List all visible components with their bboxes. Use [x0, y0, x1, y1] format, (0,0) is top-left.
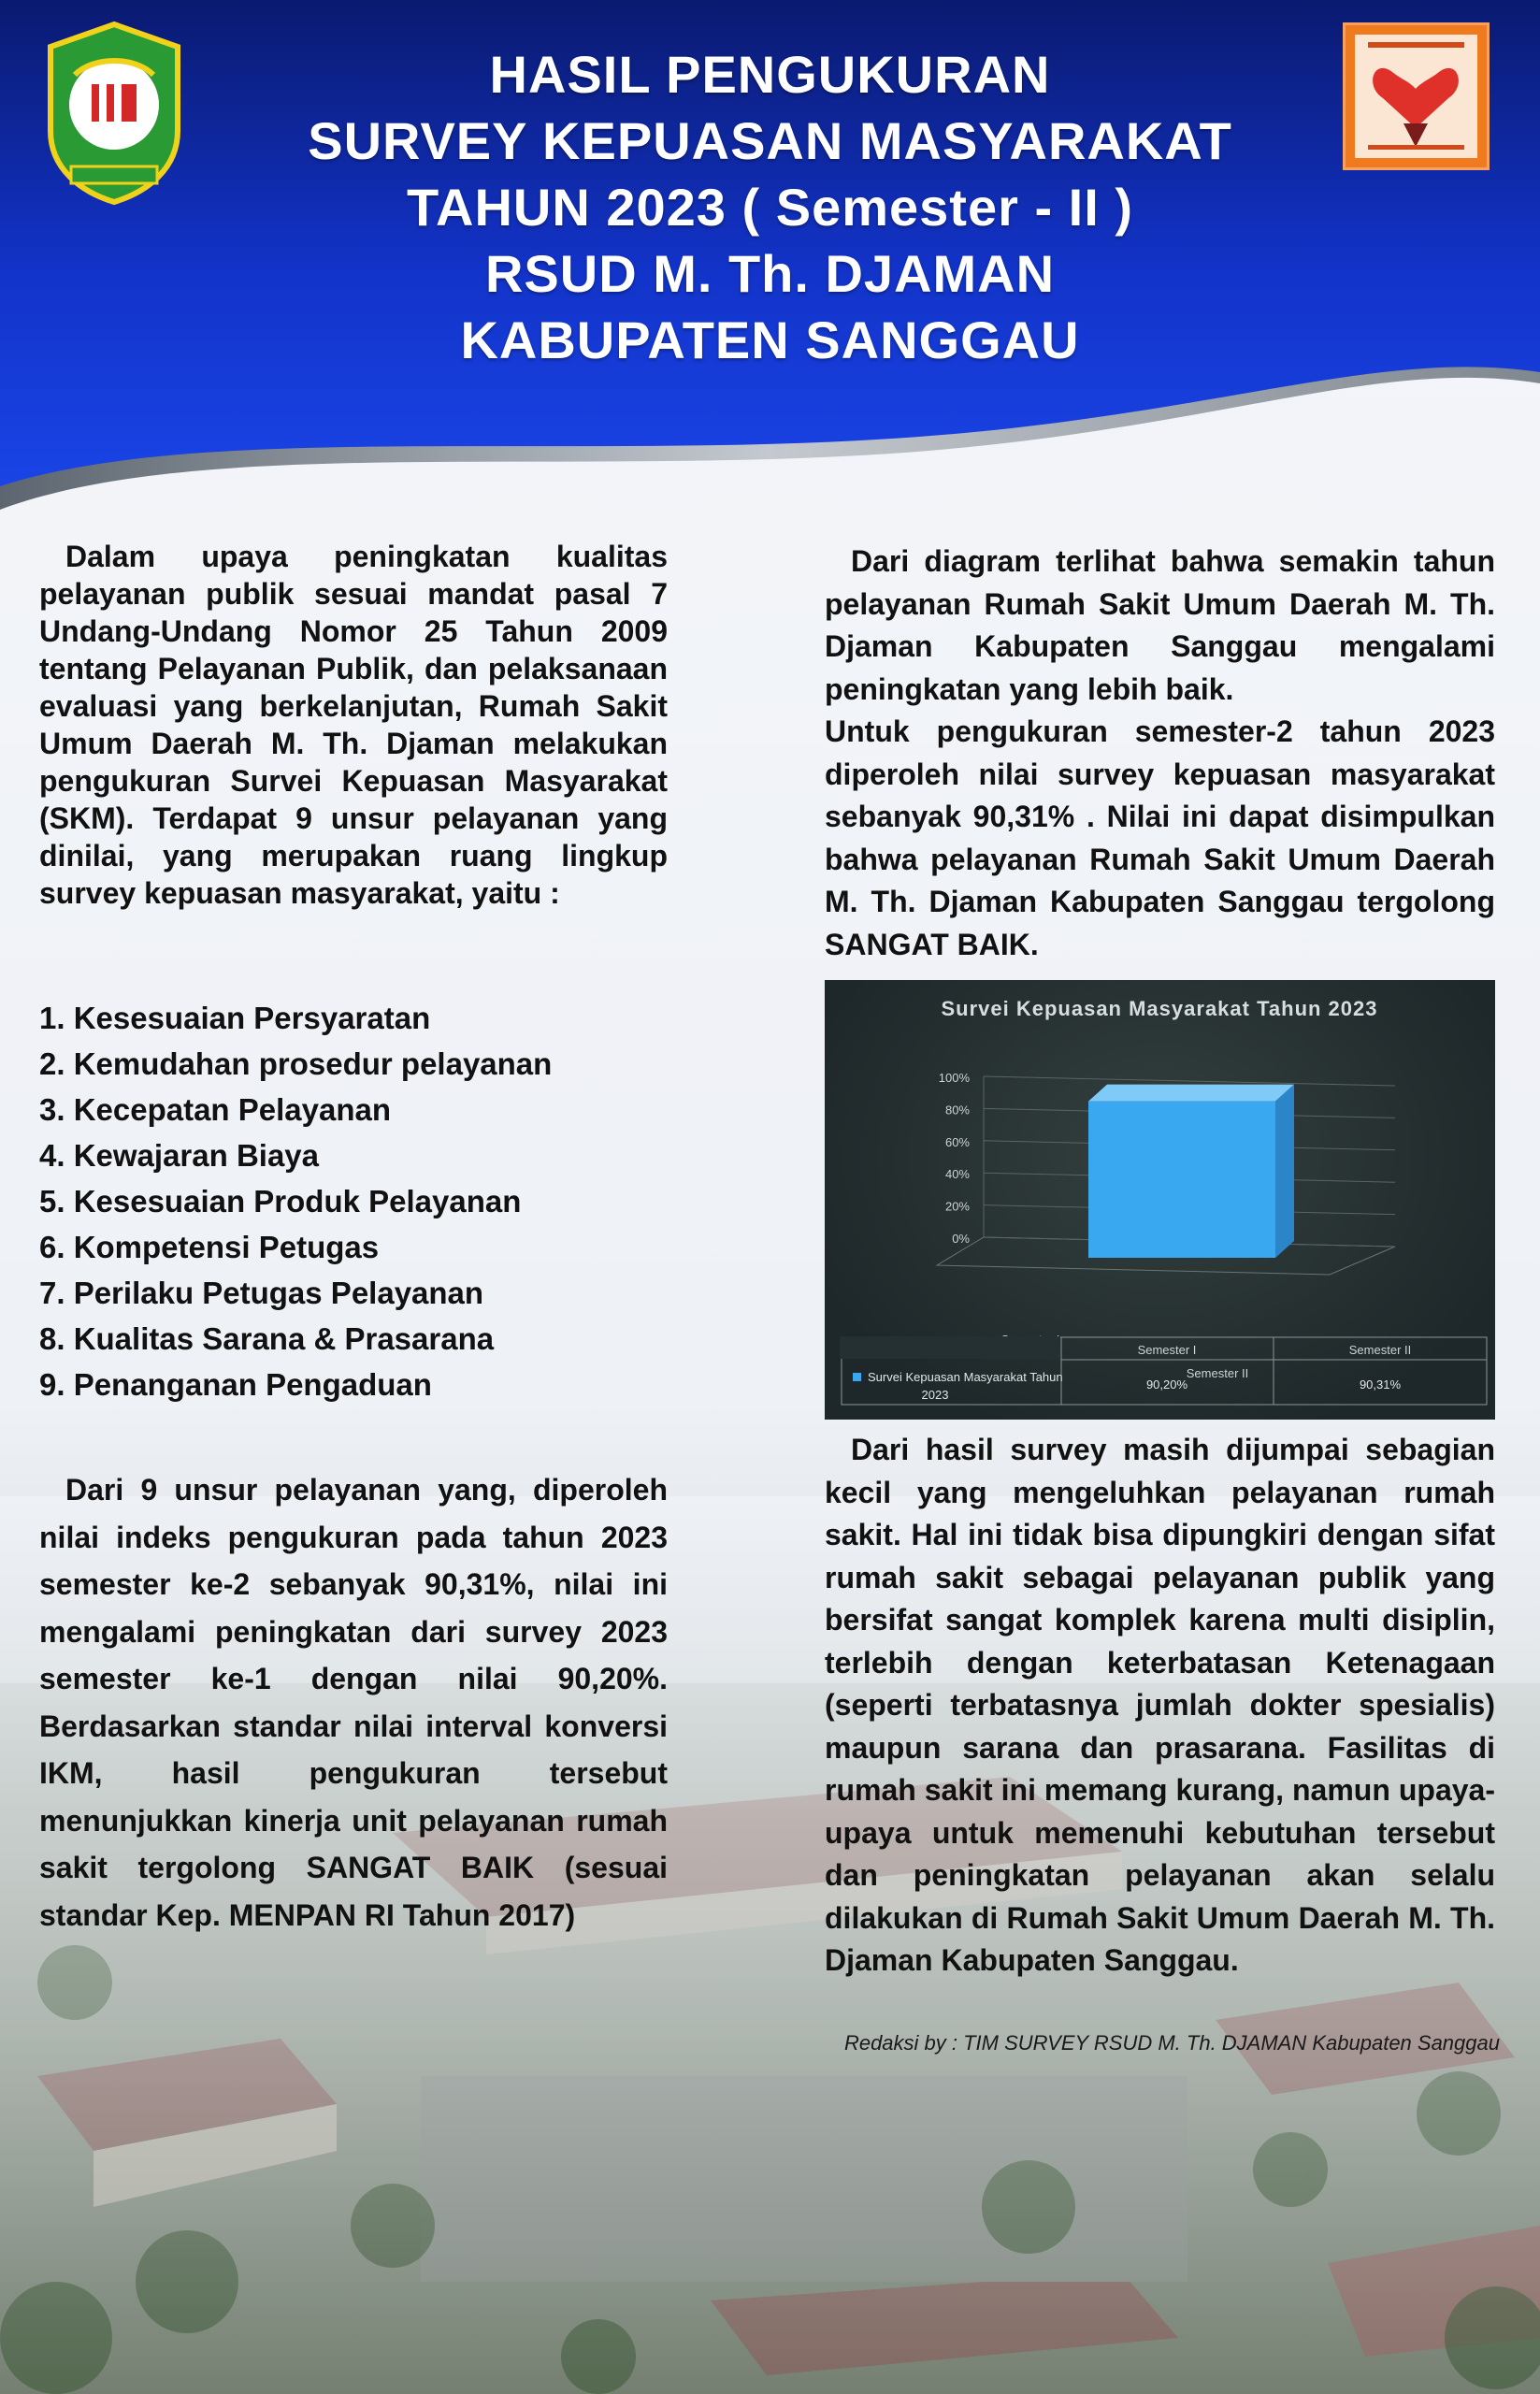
x-category-label: Semester II — [1186, 1366, 1249, 1380]
intro-paragraph-block — [39, 538, 668, 912]
list-item: 9. Penanganan Pengaduan — [39, 1367, 432, 1402]
intro-paragraph: Dalam upaya peningkatan kualitas pelayanan publik sesuai mandat pasal 7 Undang-Undang Nomor 25 Tahun 2009 tentang Pelayanan Publik, dan pelaksanaan evaluasi yang berkelanjutan, Rumah Sakit Umum Daerah M. Th. Djaman melakukan pengukuran Survei Kepuasan Masyarakat (SKM). Terdapat 9 unsur pelayanan yang dinilai, yang merupakan ruang lingkup survey kepuasan masyarakat, yaitu : — [39, 540, 668, 910]
list-item: 6. Kompetensi Petugas — [39, 1230, 380, 1264]
y-tick-label: 60% — [944, 1134, 970, 1149]
list-item: 1. Kesesuaian Persyaratan — [39, 1001, 431, 1035]
complaint-paragraph-block — [825, 1429, 1495, 1983]
table-corner — [840, 1336, 1060, 1359]
legend-series-label: Survei Kepuasan Masyarakat Tahun — [868, 1370, 1063, 1384]
satisfaction-chart — [825, 980, 1495, 1420]
bar-side-face — [1275, 1085, 1294, 1258]
page-title — [187, 41, 1353, 373]
bar-top-face — [1088, 1085, 1294, 1102]
title-line-5: KABUPATEN SANGGAU — [460, 310, 1080, 369]
y-tick-label: 80% — [944, 1103, 970, 1118]
legend-series-label: 2023 — [921, 1388, 949, 1402]
y-tick-label: 100% — [938, 1071, 970, 1085]
list-item: 3. Kecepatan Pelayanan — [39, 1092, 392, 1127]
service-elements-list — [39, 995, 668, 1407]
result-paragraph-block — [39, 1466, 668, 1939]
list-item: 5. Kesesuaian Produk Pelayanan — [39, 1184, 522, 1219]
table-header-cell: Semester I — [1137, 1343, 1197, 1357]
list-item: 8. Kualitas Sarana & Prasarana — [39, 1321, 495, 1356]
title-line-3: TAHUN 2023 ( Semester - II ) — [407, 178, 1133, 237]
credit-line: Redaksi by : TIM SURVEY RSUD M. Th. DJAMAN Kabupaten Sanggau — [843, 2031, 1500, 2055]
y-tick-label: 20% — [944, 1199, 970, 1214]
table-value-cell: 90,31% — [1359, 1377, 1402, 1392]
title-line-2: SURVEY KEPUASAN MASYARAKAT — [308, 111, 1232, 170]
bar-semester-ii — [1088, 1102, 1275, 1258]
y-tick-label: 40% — [944, 1167, 970, 1182]
list-item: 2. Kemudahan prosedur pelayanan — [39, 1046, 553, 1081]
result-paragraph: Dari 9 unsur pelayanan yang, diperoleh nilai indeks pengukuran pada tahun 2023 semester ke-2 sebanyak 90,31%, nilai ini mengalami peningkatan dari survey 2023 semester ke-1 dengan nilai 90,20%. Berdasarkan standar nilai interval konversi IKM, hasil pengukuran tersebut menunjukkan kinerja unit pelayanan rumah sakit tergolong SANGAT BAIK (sesuai standar Kep. MENPAN RI Tahun 2017) — [39, 1473, 668, 1932]
semester-result-paragraph: Untuk pengukuran semester-2 tahun 2023 diperoleh nilai survey kepuasan masyarakat sebanyak 90,31% . Nilai ini dapat disimpulkan bahwa pelayanan Rumah Sakit Umum Daerah M. Th. Djaman Kabupaten Sanggau tergolong SANGAT BAIK. — [825, 714, 1495, 961]
title-line-4: RSUD M. Th. DJAMAN — [484, 244, 1056, 303]
kabupaten-sanggau-emblem-icon — [37, 19, 192, 206]
table-header-cell: Semester II — [1348, 1343, 1412, 1357]
table-value-cell: 90,20% — [1145, 1377, 1188, 1392]
complaint-paragraph: Dari hasil survey masih dijumpai sebagian kecil yang mengeluhkan pelayanan rumah sakit. Hal ini tidak bisa dipungkiri dengan sifat rumah sakit sebagai pelayanan publik yang bersifat sangat komplek karena multi disiplin, terlebih dengan keterbatasan Ketenagaan (seperti terbatasnya jumlah dokter spesialis) maupun sarana dan prasarana. Fasilitas di rumah sakit ini memang kurang, namun upaya-upaya untuk memenuhi kebutuhan tersebut dan peningkatan pelayanan akan selalu dilakukan di Rumah Sakit Umum Daerah M. Th. Djaman Kabupaten Sanggau. — [825, 1433, 1495, 1977]
chart-canvas — [825, 980, 1495, 1420]
conclusion-block — [825, 541, 1495, 966]
header-banner — [0, 0, 1540, 524]
title-line-1: HASIL PENGUKURAN — [489, 45, 1051, 104]
list-item: 4. Kewajaran Biaya — [39, 1138, 319, 1173]
chart-title: Survei Kepuasan Masyarakat Tahun 2023 — [941, 997, 1378, 1020]
bumi-tenaga-sanggau-logo-icon — [1343, 22, 1490, 170]
y-tick-label: 0% — [952, 1232, 970, 1246]
diagram-paragraph: Dari diagram terlihat bahwa semakin tahun pelayanan Rumah Sakit Umum Daerah M. Th. Djaman Kabupaten Sanggau mengalami peningkatan yang lebih baik. — [825, 544, 1495, 706]
chart-gridline — [984, 1076, 1395, 1086]
legend-swatch — [853, 1373, 861, 1381]
list-item: 7. Perilaku Petugas Pelayanan — [39, 1276, 484, 1310]
